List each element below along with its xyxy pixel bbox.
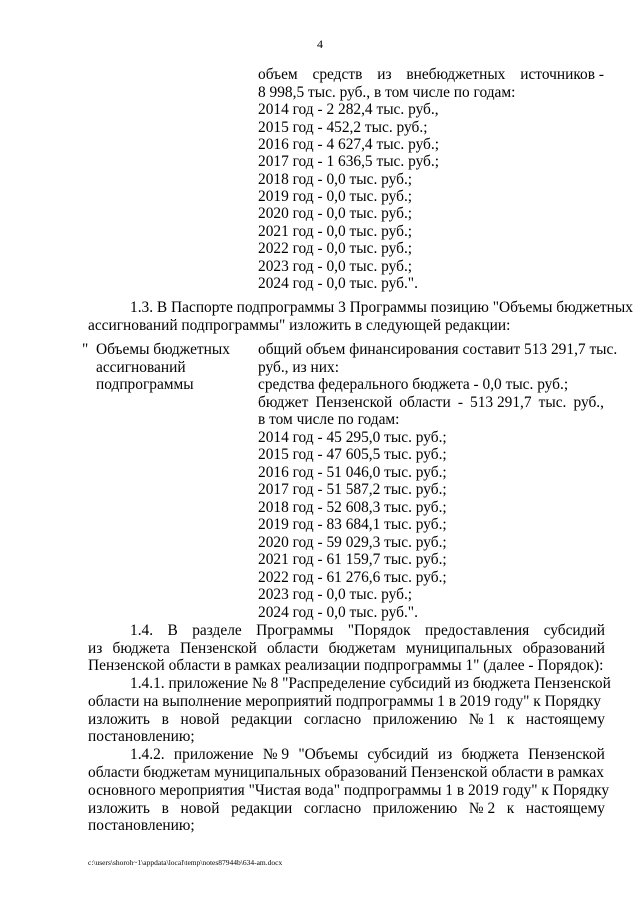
section-1-4-1-line3 (88, 711, 605, 729)
text-line: 2016 год - 51 046,0 тыс. руб.; (258, 463, 447, 481)
word: В (167, 622, 178, 639)
word: 513 291,7 (470, 394, 532, 411)
word: образований (522, 640, 605, 657)
page-number: 4 (317, 37, 323, 51)
section-1-3-line2: ассигнований подпрограммы" изложить в следующей редакции: (88, 317, 511, 334)
word: изложить (88, 711, 150, 728)
offbudget-first-line (258, 66, 604, 84)
text-line: 2023 год - 0,0 тыс. руб.; (258, 586, 413, 604)
word: бюджет (258, 394, 309, 411)
text-line: ассигнований (96, 358, 186, 376)
word: № 2 (468, 800, 496, 817)
section-1-4-2-line2: области бюджетам муниципальных образований Пензенской области в рамках (88, 764, 604, 781)
section-1-4-line3: Пензенской области в рамках реализации подпрограммы 1" (далее - Порядок): (88, 657, 604, 674)
word: источников - (520, 66, 604, 83)
word: бюджета (461, 746, 519, 763)
word: субсидий (367, 746, 429, 763)
word: изложить (88, 800, 150, 817)
section-1-4-2-line4 (88, 800, 605, 818)
word: согласно (303, 800, 362, 817)
word: в (161, 800, 169, 817)
section-1-4-1-line1: 1.4.1. приложение № 8 "Распределение субсидий из бюджета Пензенской (130, 675, 611, 692)
word: в (161, 711, 169, 728)
word: № 1 (468, 711, 496, 728)
section-1-4-1-line4: постановлению; (88, 728, 195, 745)
word: настоящему (525, 800, 605, 817)
word: к (506, 800, 515, 817)
word: "Объемы (298, 746, 359, 763)
word: из (437, 746, 453, 763)
section-1-4-2-line3: основного мероприятия "Чистая вода" подпрограммы 1 в 2019 году" к Порядку (88, 782, 610, 799)
word: Пензенской (315, 394, 393, 411)
section-1-4-2-line1 (130, 746, 605, 764)
text-line: 2016 год - 4 627,4 тыс. руб.; (258, 136, 440, 154)
text-line: 2022 год - 61 276,6 тыс. руб.; (258, 568, 447, 586)
word: согласно (303, 711, 362, 728)
word: редакции (231, 711, 293, 728)
word: № 9 (262, 746, 290, 763)
word: из (88, 640, 103, 657)
footer-file-path: c:\users\shoroh~1\appdata\local\temp\notes87944b\634-am.docx (88, 858, 283, 867)
text-line: 2018 год - 0,0 тыс. руб.; (258, 170, 413, 188)
section-1-4-2-line5: постановлению; (88, 817, 195, 834)
word: разделе (192, 622, 242, 639)
word: - (457, 394, 463, 411)
word: внебюджетных (406, 66, 506, 83)
word: Программы (256, 622, 334, 639)
text-line: Объемы бюджетных (96, 341, 230, 358)
text-line: 2020 год - 0,0 тыс. руб.; (258, 205, 413, 223)
text-line: 2022 год - 0,0 тыс. руб.; (258, 240, 413, 258)
text-line: 8 998,5 тыс. руб., в том числе по годам: (258, 84, 516, 101)
text-line: 2018 год - 52 608,3 тыс. руб.; (258, 498, 447, 516)
table-federal: средства федерального бюджета - 0,0 тыс. руб.; (258, 376, 569, 393)
word: Пензенской (180, 640, 257, 657)
section-1-4-line1 (130, 622, 605, 640)
word: предоставления (425, 622, 530, 639)
word: Пензенской (528, 746, 605, 763)
word: 1.4. (130, 622, 154, 639)
word: бюджетам (328, 640, 396, 657)
word: руб., (573, 394, 604, 411)
word: объем (258, 66, 298, 83)
text-line: 2024 год - 0,0 тыс. руб.". (258, 603, 418, 621)
table-by-years-label: в том числе по годам: (258, 411, 400, 428)
word: приложению (372, 800, 458, 817)
word: "Порядок (347, 622, 411, 639)
word: настоящему (525, 711, 605, 728)
word: новой (180, 800, 220, 817)
text-line: 2021 год - 0,0 тыс. руб.; (258, 222, 413, 240)
word: муниципальных (405, 640, 513, 657)
text-line: подпрограммы (96, 376, 194, 393)
section-1-4-line2 (88, 640, 605, 658)
text-line: 2017 год - 51 587,2 тыс. руб.; (258, 481, 447, 499)
word: к (506, 711, 515, 728)
table-regional (258, 394, 604, 412)
text-line: 2015 год - 452,2 тыс. руб.; (258, 118, 428, 136)
table-total-cont: руб., из них: (258, 359, 339, 376)
text-line: 2014 год - 2 282,4 тыс. руб., (258, 101, 439, 119)
table-total: общий объем финансирования составит 513 291,7 тыс. (258, 341, 618, 358)
word: области (399, 394, 451, 411)
text-line: 2019 год - 0,0 тыс. руб.; (258, 188, 413, 206)
word: приложение (173, 746, 254, 763)
word: субсидий (543, 622, 605, 639)
word: бюджета (112, 640, 170, 657)
section-1-4-1-line2: области на выполнение мероприятий подпрограммы 1 в 2019 году" к Порядку (88, 693, 601, 710)
word: приложению (372, 711, 458, 728)
word: новой (180, 711, 220, 728)
text-line: 2021 год - 61 159,7 тыс. руб.; (258, 551, 447, 569)
table-open-quote: " (82, 341, 89, 358)
section-1-3-line1: 1.3. В Паспорте подпрограммы 3 Программы позицию "Объемы бюджетных (130, 299, 633, 316)
word: из (377, 66, 392, 83)
text-line: 2015 год - 47 605,5 тыс. руб.; (258, 446, 447, 464)
text-line: 2023 год - 0,0 тыс. руб.; (258, 257, 413, 275)
text-line: 2014 год - 45 295,0 тыс. руб.; (258, 429, 447, 446)
word: тыс. (538, 394, 567, 411)
text-line: 2017 год - 1 636,5 тыс. руб.; (258, 153, 440, 171)
text-line: 2020 год - 59 029,3 тыс. руб.; (258, 533, 447, 551)
word: редакции (231, 800, 293, 817)
word: области (266, 640, 319, 657)
word: 1.4.2. (130, 746, 165, 763)
text-line: 2019 год - 83 684,1 тыс. руб.; (258, 516, 447, 534)
text-line: 2024 год - 0,0 тыс. руб.". (258, 274, 418, 292)
word: средств (312, 66, 363, 83)
